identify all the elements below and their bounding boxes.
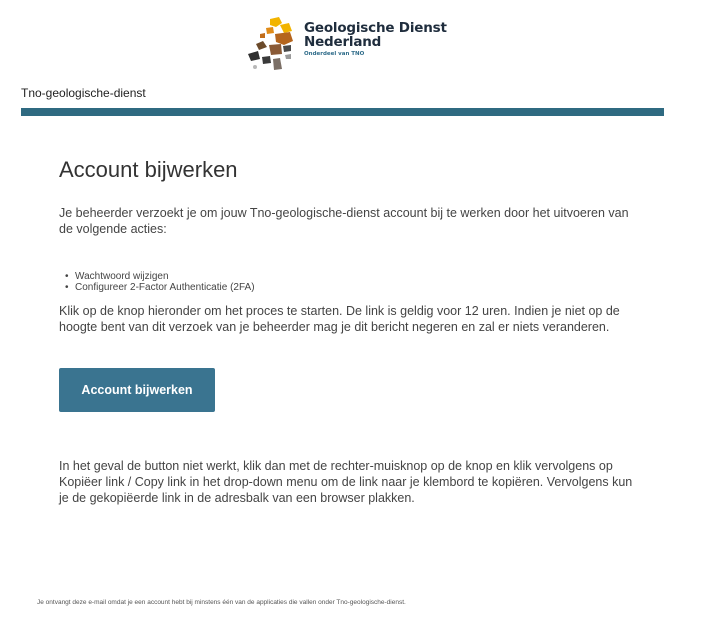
email-content (59, 155, 639, 506)
intro-text: Je beheerder verzoekt je om jouw Tno-geologische-dienst account bij te werken door het uitvoeren van de volgende acties: (59, 206, 629, 236)
header-divider-bar (21, 108, 664, 116)
realm-name: Tno-geologische-dienst (21, 86, 146, 100)
page-title: Account bijwerken (59, 157, 238, 182)
logo (246, 17, 456, 73)
logo-text (304, 21, 447, 57)
help-text: In het geval de button niet werkt, klik dan met de rechter-muisknop op de knop en klik vervolgens op Kopiëer link / Copy link in het drop-down menu om de link naar je klembord te kopiëren. Vervolgens kun je de gekopiëerde link in de adresbalk van een browser plakken. (59, 459, 633, 505)
logo-subtitle: Onderdeel van TNO (304, 51, 365, 57)
logo-title: Geologische Dienst Nederland (304, 20, 447, 50)
required-actions-list (65, 271, 639, 293)
description-text: Klik op de knop hieronder om het proces te starten. De link is geldig voor 12 uren. Indien je niet op de hoogte bent van dit verzoek van je beheerder mag je dit bericht negeren en zal er niets veranderen. (59, 304, 620, 334)
footer-text: Je ontvangt deze e-mail omdat je een account hebt bij minstens één van de applicaties die vallen onder Tno-geologische-dienst. (37, 599, 406, 606)
update-account-button[interactable]: Account bijwerken (59, 368, 215, 412)
geological-stones-icon (246, 17, 300, 73)
list-item: • Wachtwoord wijzigen (65, 271, 639, 282)
list-item: • Configureer 2-Factor Authenticatie (2FA) (65, 282, 639, 293)
